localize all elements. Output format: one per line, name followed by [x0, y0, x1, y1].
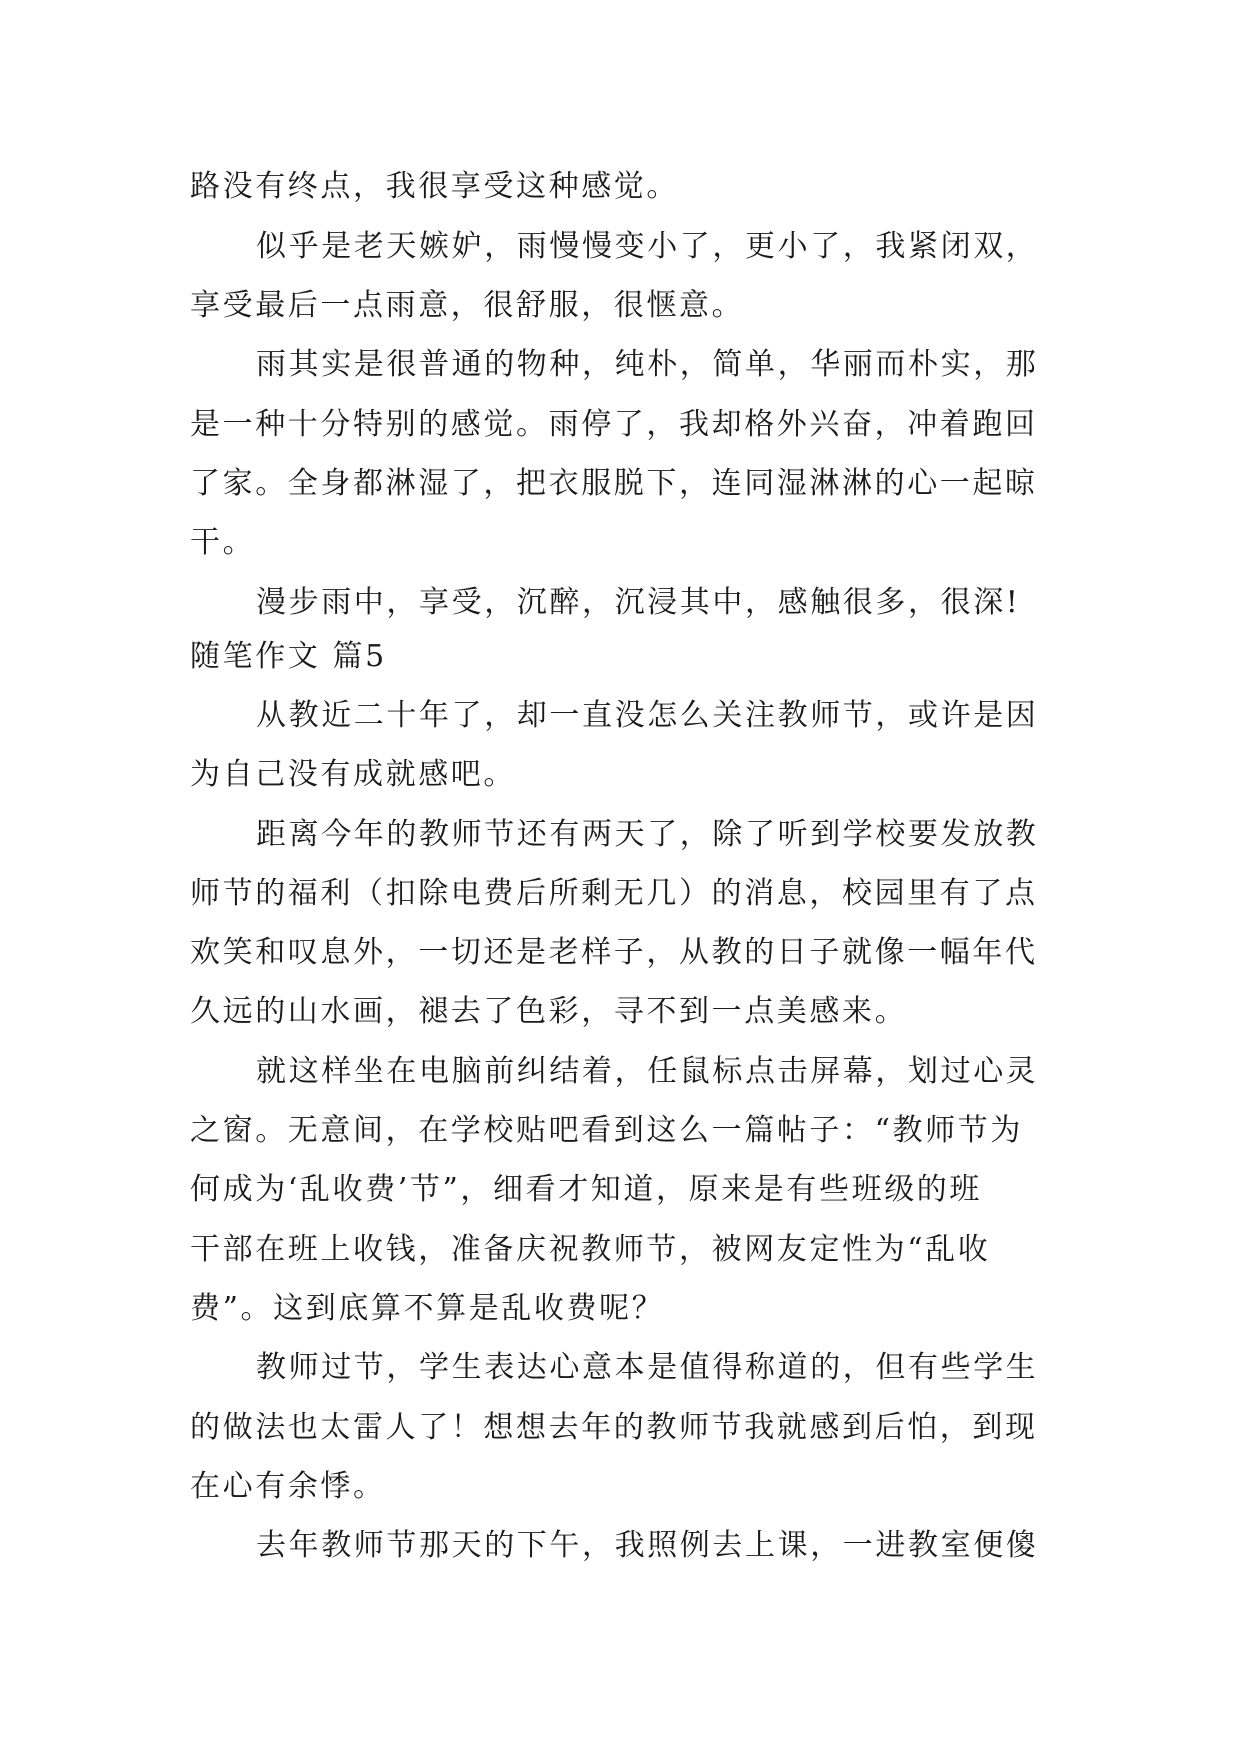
- text-line: 雨其实是很普通的物种，纯朴，简单，华丽而朴实，那: [256, 347, 1039, 382]
- text-line: 就这样坐在电脑前纠结着，任鼠标点击屏幕，划过心灵: [256, 1054, 1039, 1089]
- text-line: 去年教师节那天的下午，我照例去上课，一进教室便傻: [256, 1528, 1039, 1563]
- text-line: 在心有余悸。: [190, 1469, 386, 1504]
- text-line: 路没有终点，我很享受这种感觉。: [190, 169, 679, 204]
- text-line: 从教近二十年了，却一直没怎么关注教师节，或许是因: [256, 698, 1039, 733]
- text-line: 的做法也太雷人了！想想去年的教师节我就感到后怕，到现: [190, 1410, 1038, 1445]
- text-line: 师节的福利（扣除电费后所剩无几）的消息，校园里有了点: [190, 876, 1038, 911]
- text-line: 教师过节，学生表达心意本是值得称道的，但有些学生: [256, 1350, 1039, 1385]
- text-line: 了家。全身都淋湿了，把衣服脱下，连同湿淋淋的心一起晾: [190, 466, 1038, 501]
- text-line: 干部在班上收钱，准备庆祝教师节，被网友定性为“乱收: [190, 1232, 991, 1267]
- text-line: 是一种十分特别的感觉。雨停了，我却格外兴奋，冲着跑回: [190, 407, 1038, 442]
- text-line: 欢笑和叹息外，一切还是老样子，从教的日子就像一幅年代: [190, 935, 1038, 970]
- section-heading: 随笔作文 篇5: [190, 639, 387, 674]
- text-line: 何成为‘乱收费’节”，细看才知道，原来是有些班级的班: [190, 1172, 983, 1207]
- text-line: 之窗。无意间，在学校贴吧看到这么一篇帖子：“教师节为: [190, 1113, 1023, 1148]
- text-line: 为自己没有成就感吧。: [190, 757, 516, 792]
- text-line: 漫步雨中，享受，沉醉，沉浸其中，感触很多，很深!: [256, 585, 1021, 620]
- text-line: 似乎是老天嫉妒，雨慢慢变小了，更小了，我紧闭双，: [256, 229, 1039, 264]
- text-line: 距离今年的教师节还有两天了，除了听到学校要发放教: [256, 817, 1039, 852]
- text-line: 费”。这到底算不算是乱收费呢？: [190, 1291, 665, 1326]
- text-line: 享受最后一点雨意，很舒服，很惬意。: [190, 288, 745, 323]
- text-line: 久远的山水画，褪去了色彩，寻不到一点美感来。: [190, 994, 908, 1029]
- text-line: 干。: [190, 525, 256, 560]
